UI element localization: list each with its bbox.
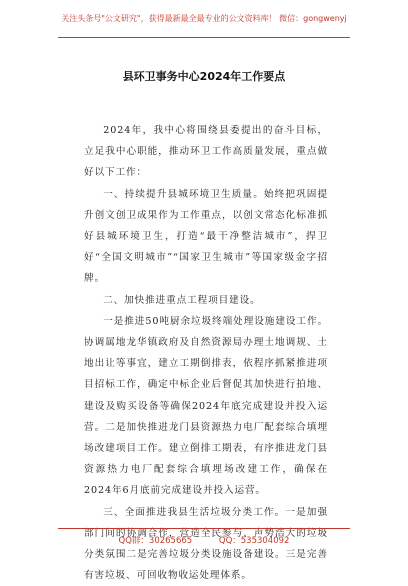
footer-divider [58, 528, 350, 529]
document-title: 县环卫事务中心2024年工作要点 [122, 70, 286, 83]
document-body [84, 120, 328, 586]
footer-qq: QQ：535304092 [218, 536, 290, 546]
paragraph: 三、全面推进我县生活垃圾分类工作。一是加强部门间的协调合作，营造全民参与、声势浩大的垃圾分类氛围二是完善垃圾分类设施设备建设。三是完善有害垃圾、可回收物收运处理体系。 [84, 506, 328, 582]
paragraph: 二、加快推进重点工程项目建设。 [103, 294, 261, 306]
paragraph: 一是推进50吨厨余垃圾终端处理设施建设工作。协调属地龙华镇政府及自然资源局办理土地调规、土地出让等事宜，建立工期倒排表，依程序抓紧推进项目招标工作，确定中标企业后督促其加快进行拍地、建设及购买设备等确保2024年底完成建设并投入运营。二是加快推进龙门县资源热力电厂配套综合填埋场改建项目工作。建立倒排工期表，有序推进龙门县资源热力电厂配套综合填埋场改建工作，确保在2024年6月底前完成建设并投入运营。 [84, 315, 328, 497]
footer-qq-group: QQ群：30265665 [118, 536, 193, 546]
page-header-banner: 关注头条号"公文研究"，获得最新最全最专业的公文资料库！ 微信：gongwenyj [61, 14, 347, 23]
paragraph: 一、持续提升县城环境卫生质量。始终把巩固提升创文创卫成果作为工作重点，以创文常态化标准抓好县城环境卫生，打造“最干净整洁城市”，捍卫好“全国文明城市”“国家卫生城市”等国家级金字招牌。 [84, 188, 328, 285]
header-divider [58, 37, 350, 38]
page-footer [0, 534, 408, 546]
paragraph: 2024年，我中心将围绕县委提出的奋斗目标，立足我中心职能，推动环卫工作高质量发展，重点做好以下工作： [84, 125, 328, 179]
